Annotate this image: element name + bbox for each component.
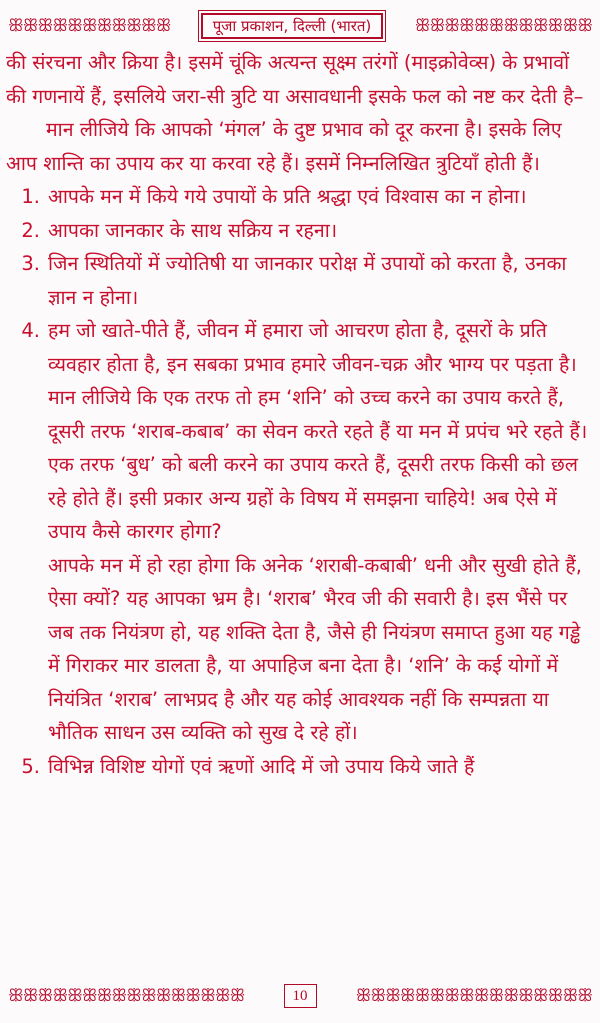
list-item [6,214,594,248]
list-item [6,180,594,214]
footer-ornament-right: ꕥꕥꕥꕥꕥꕥꕥꕥꕥꕥꕥꕥꕥꕥꕥꕥ [355,986,592,1006]
page-header [8,8,592,44]
list-item [6,247,594,314]
paragraph-mangal: मान लीजिये कि आपको ‘मंगल’ के दुष्ट प्रभाव को दूर करना है। इसके लिए आप शान्ति का उपाय कर या करवा रहे हैं। इसमें निम्नलिखित त्रुटियाँ होती हैं। [6,118,562,175]
list-text: जिन स्थितियों में ज्योतिषी या जानकार परोक्ष में उपायों को करता है, उनका ज्ञान न होना। [48,252,567,309]
page-footer [8,978,592,1014]
list-text: आपका जानकार के साथ सक्रिय न रहना। [48,218,338,242]
list-item [6,314,594,549]
header-ornament-right: ꕥꕥꕥꕥꕥꕥꕥꕥꕥꕥꕥꕥ [414,16,592,36]
page-body [6,46,594,783]
list-text: आपके मन में किये गये उपायों के प्रति श्रद्धा एवं विश्वास का न होना। [48,185,527,208]
list-item-continuation [6,549,594,750]
publisher-title: पूजा प्रकाशन, दिल्ली (भारत) [201,13,384,39]
list-number: 1. [21,185,40,208]
list-item [6,750,594,784]
footer-ornament-left: ꕥꕥꕥꕥꕥꕥꕥꕥꕥꕥꕥꕥꕥꕥꕥꕥ [8,986,245,1006]
page-number: 10 [284,984,317,1008]
list-number: 5. [21,754,40,778]
list-number: 3. [21,252,40,275]
list-number: 4. [21,319,40,342]
paragraph-continuation: की संरचना और क्रिया है। इसमें चूंकि अत्यन्त सूक्ष्म तरंगों (माइक्रोवेव्स) के प्रभावों की गणनायें हैं, इसलिये जरा-सी त्रुटि या असावधानी इसके फल को नष्ट कर देती है– [6,51,584,108]
list-number [6,549,48,750]
list-number: 2. [21,218,40,242]
list-text: हम जो खाते-पीते हैं, जीवन में हमारा जो आचरण होता है, दूसरों के प्रति व्यवहार होता है, इन सबका प्रभाव हमारे जीवन-चक्र और भाग्य पर पड़ता है। मान लीजिये कि एक तरफ तो हम ‘शनि’ को उच्च करने का उपाय करते हैं, दूसरी तरफ ‘शराब-कबाब’ का सेवन करते रहते हैं या मन में प्रपंच भरे रहते हैं। एक तरफ ‘बुध’ को बली करने का उपाय करते हैं, दूसरी तरफ किसी को छल रहे होते हैं। इसी प्रकार अन्य ग्रहों के विषय में समझना चाहिये! अब ऐसे में उपाय कैसे कारगर होगा? [48,319,588,543]
header-ornament-left: ꕥꕥꕥꕥꕥꕥꕥꕥꕥꕥꕥ [8,16,171,36]
list-text: आपके मन में हो रहा होगा कि अनेक ‘शराबी-कबाबी’ धनी और सुखी होते हैं, ऐसा क्यों? यह आपका भ्रम है। ‘शराब’ भैरव जी की सवारी है। इस भैंसे पर जब तक नियंत्रण हो, यह शक्ति देता है, जैसे ही नियंत्रण समाप्त हुआ यह गड्ढे में गिराकर मार डालता है, या अपाहिज बना देता है। ‘शनि’ के कई योगों में नियंत्रित ‘शराब’ लाभप्रद है और यह कोई आवश्यक नहीं कि सम्पन्नता या भौतिक साधन उस व्यक्ति को सुख दे रहे हों। [48,553,582,744]
list-text: विभिन्न विशिष्ट योगों एवं ऋणों आदि में जो उपाय किये जाते हैं [48,754,475,778]
